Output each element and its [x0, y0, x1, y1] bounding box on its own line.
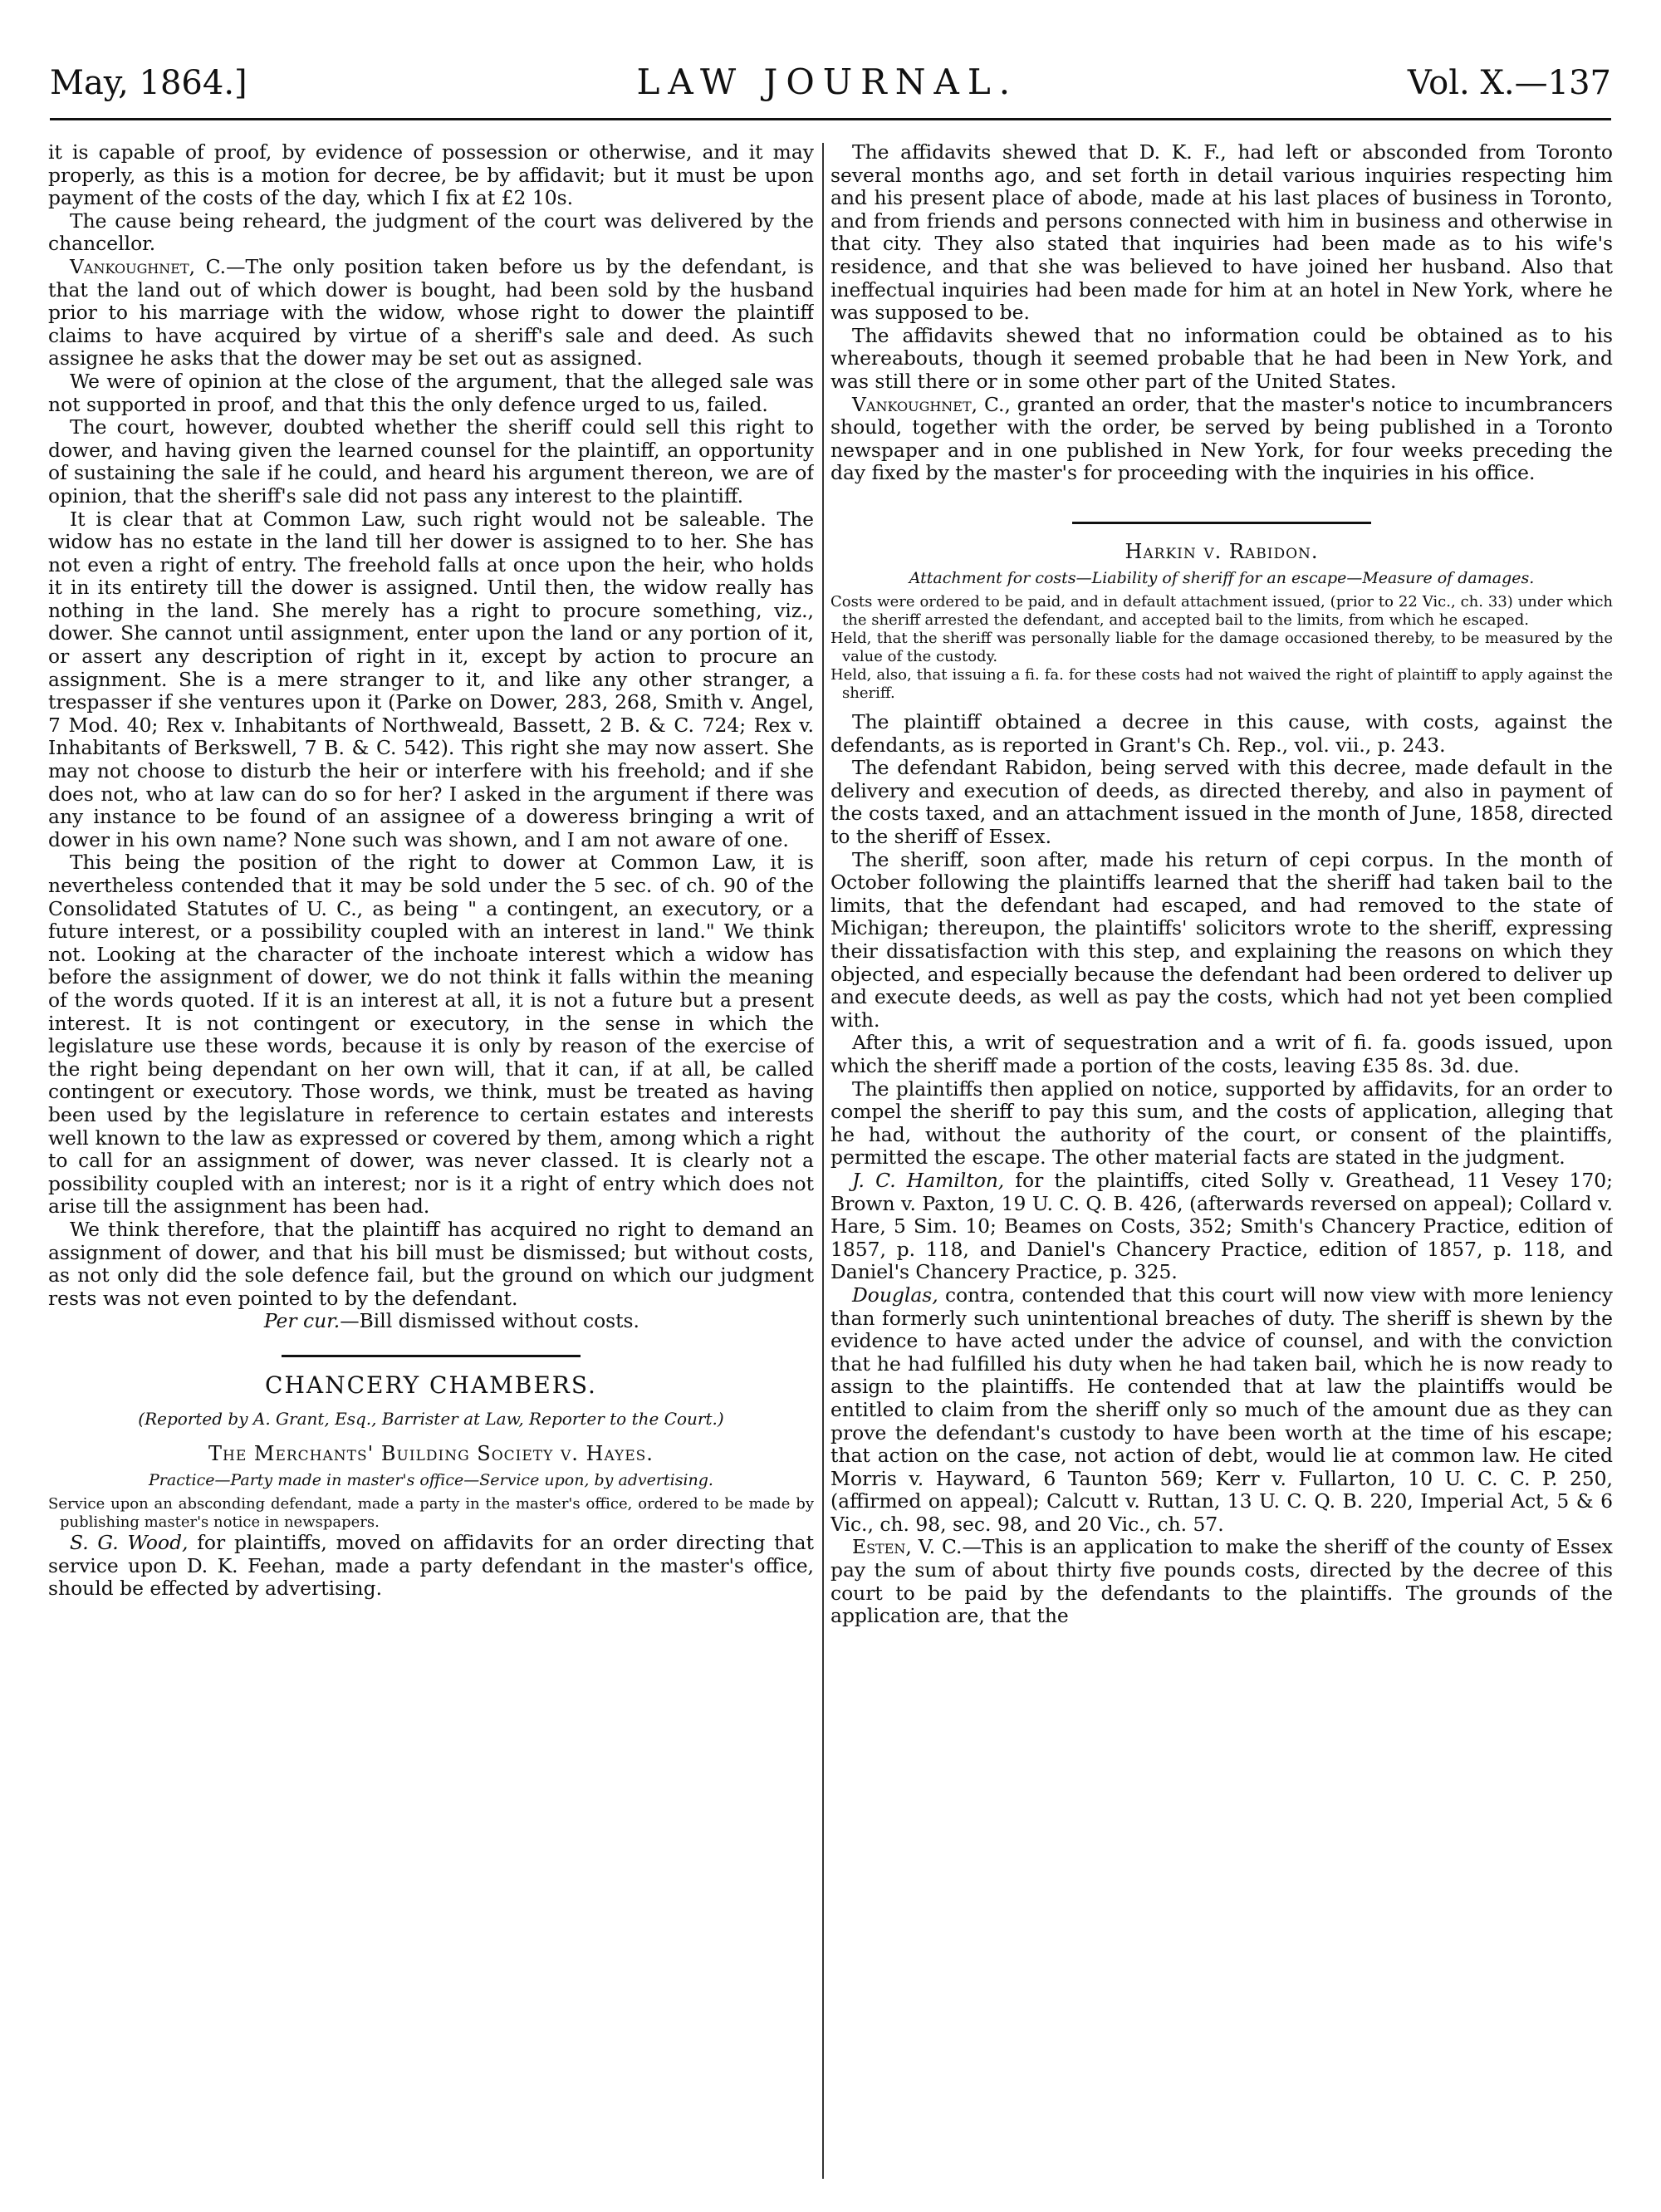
paragraph — [48, 256, 814, 370]
paragraph: The cause being reheard, the judgment of the court was delivered by the chancellor. — [48, 208, 814, 256]
paragraph-text: —The only position taken before us by the defendant, is that the land out of which dower is bought, had been sold by the husband prior to his marriage with the widow, whose right to dower the plaintiff claims to have acquired by virtue of a sheriff's sale and deed. As such assignee he asks that the dower may be set out as assigned. — [48, 254, 814, 370]
paragraph-text: for the plaintiffs, cited Solly v. Greathead, 11 Vesey 170; Brown v. Paxton, 19 U. C. Q. B. 426, (afterwards reversed on appeal); Collard v. Hare, 5 Sim. 10; Beames on Costs, 352; Smith's Chancery Practice, edition of 1857, p. 118, and Daniel's Chancery Practice, edition of 1857, p. 118, and Daniel's Chancery Practice, p. 325. — [830, 1168, 1613, 1284]
paragraph-text: —This is an application to make the sheriff of the county of Essex pay the sum of about thirty five pounds costs, directed by the decree of this court to be paid by the defendants to the plaintiffs. The grounds of the application are, that the — [830, 1535, 1613, 1628]
paragraph — [830, 1536, 1613, 1627]
section-title: CHANCERY CHAMBERS. — [265, 1371, 597, 1399]
paragraph: We think therefore, that the plaintiff has acquired no right to demand an assignment of dower, and that his bill must be dismissed; but without costs, as not only did the sole defence fail, but the ground on which our judgment rests was not even pointed to by the defendant. — [48, 1217, 814, 1310]
paragraph: The plaintiffs then applied on notice, supported by affidavits, for an order to compel the sheriff to pay this sum, and the costs of application, alleging that he had, without the authority of the court, or consent of the plaintiffs, permitted the escape. The other material facts are stated in the judgment. — [830, 1077, 1613, 1170]
volume-page: Vol. X.—137 — [1407, 64, 1611, 102]
paragraph: it is capable of proof, by evidence of possession or otherwise, and it may properly, as this is a motion for decree, be by affidavit; but it must be upon payment of the costs of the day, which I fix at £2 10s. — [48, 141, 814, 210]
paragraph — [830, 394, 1613, 485]
per-cur-label: Per cur. — [263, 1309, 341, 1333]
paragraph: It is clear that at Common Law, such right would not be saleable. The widow has no estate in the land till her dower is assigned to to her. She has not even a right of entry. The freehold falls at once upon the heir, who holds it in its entirety till the dower is assigned. Until then, the widow really has nothing in the land. She merely has a right to procure something, viz., dower. She cannot until assignment, enter upon the land or any portion of it, or assert any description of right in it, except by action to procure an assignment. She is a mere stranger to it, and like any other stranger, a trespasser if she ventures upon it (Parke on Dower, 283, 268, Smith v. Angel, 7 Mod. 40; Rex v. Inhabitants of Northweald, Bassett, 2 B. & C. 724; Rex v. Inhabitants of Berkswell, 7 B. & C. 542). This right she may now assert. She may not choose to disturb the heir or interfere with his freehold; and if she does not, who at law can do so for her? I asked in the argument if there was any instance to be found of an assignee of a doweress bringing a writ of dower in his own name? None such was shown, and I am not aware of one. — [48, 507, 814, 851]
section-rule — [282, 1355, 581, 1357]
left-column — [48, 141, 814, 2187]
headnote: Held, also, that issuing a fi. fa. for these costs had not waived the right of plaintiff to apply against the sheriff. — [830, 666, 1613, 703]
paragraph — [830, 1284, 1613, 1537]
page-header — [50, 61, 1611, 120]
case-subtitle: Practice—Party made in master's office—Service upon, by advertising. — [149, 1470, 713, 1489]
reporter-credit: (Reported by A. Grant, Esq., Barrister at Law, Reporter to the Court.) — [138, 1409, 724, 1430]
case-subtitle: Attachment for costs—Liability of sheriff for an escape—Measure of damages. — [909, 568, 1535, 587]
judge-name: Vankoughnet, C. — [70, 254, 227, 278]
judge-name: Esten, V. C. — [852, 1535, 963, 1559]
paragraph: The affidavits shewed that no information could be obtained as to his whereabouts, though it seemed probable that he had been in New York, and was still there or in some other part of the United States. — [830, 323, 1613, 393]
paragraph-text: contra, contended that this court will now view with more leniency than formerly such unintentional breaches of duty. The sheriff is shewn by the evidence to have acted under the advice of counsel, and with the conviction that he had fulfilled his duty when he had taken bail, which he is now ready to assign to the plaintiffs. He contended that at law the plaintiffs would be entitled to claim from the sheriff only so much of the amount due as they can prove the defendant's custody to have been worth at the time of his escape; that action on the case, not action of debt, would lie at common law. He cited Morris v. Hayward, 6 Taunton 569; Kerr v. Fullarton, 10 U. C. C. P. 250, (affirmed on appeal); Calcutt v. Ruttan, 13 U. C. Q. B. 220, Imperial Act, 5 & 6 Vic., ch. 98, sec. 98, and 20 Vic., ch. 57. — [830, 1283, 1613, 1536]
paragraph: The plaintiff obtained a decree in this cause, with costs, against the defendants, as is reported in Grant's Ch. Rep., vol. vii., p. 243. — [830, 710, 1613, 757]
paragraph: The sheriff, soon after, made his return of cepi corpus. In the month of October following the plaintiffs learned that the sheriff had taken bail to the limits, that the defendant had escaped, and had removed to the state of Michigan; thereupon, the plaintiffs' solicitors wrote to the sheriff, expressing their dissatisfaction with this step, and explaining the reasons on which they objected, and especially because the defendant had been ordered to deliver up and execute deeds, as well as pay the costs, which had not yet been complied with. — [830, 847, 1613, 1032]
counsel-name: Douglas, — [852, 1283, 938, 1307]
right-column — [830, 141, 1613, 2187]
case-title: Harkin v. Rabidon. — [1124, 539, 1319, 563]
counsel-name: S. G. Wood, — [70, 1531, 189, 1555]
paragraph: The affidavits shewed that D. K. F., had left or absconded from Toronto several months ago, and set forth in detail various inquiries respecting him and his present place of abode, made at his last places of business in Toronto, and from friends and persons connected with him in business and otherwise in that city. They also stated that inquiries had been made as to his wife's residence, and that she was believed to have joined her husband. Also that ineffectual inquiries had been made for him at an hotel in New York, where he was supposed to be. — [830, 141, 1613, 325]
headnote: Service upon an absconding defendant, made a party in the master's office, ordered to be made by publishing master's notice in newspapers. — [48, 1495, 814, 1532]
paragraph: The defendant Rabidon, being served with this decree, made default in the delivery and execution of deeds, as directed thereby, and also in payment of the costs taxed, and an attachment issued in the month of June, 1858, directed to the sheriff of Essex. — [830, 756, 1613, 849]
paragraph: This being the position of the right to dower at Common Law, it is nevertheless contended that it may be sold under the 5 sec. of ch. 90 of the Consolidated Statutes of U. C., as being " a contingent, an executory, or a future interest, or a possibility coupled with an interest in land." We think not. Looking at the character of the inchoate interest which a widow has before the assignment of dower, we do not think it falls within the meaning of the words quoted. If it is an interest at all, it is not a future but a present interest. It is not contingent or executory, in the sense in which the legislature use these words, because it is only by reason of the exercise of the right being dependant on her own will, that it can, if at all, be called contingent or executory. Those words, we think, must be treated as having been used by the legislature in reference to certain estates and interests well known to the law as expressed or covered by them, among which a right to call for an assignment of dower, was never classed. It is clearly not a possibility coupled with an interest; nor is it a right of entry which does not arise till the assignment has been had. — [48, 851, 814, 1219]
per-cur-text: —Bill dismissed without costs. — [340, 1309, 639, 1333]
counsel-name: J. C. Hamilton, — [852, 1168, 1005, 1192]
paragraph-text: granted an order, that the master's notice to incumbrancers should, together with the order, be served by being published in a Toronto newspaper and in one published in New York, for four weeks preceding the day fixed by the master's for proceeding with the inquiries in his office. — [830, 392, 1613, 485]
paragraph — [48, 1532, 814, 1601]
headnote: Held, that the sheriff was personally liable for the damage occasioned thereby, to be measured by the value of the custody. — [830, 630, 1613, 666]
per-curiam — [48, 1310, 814, 1333]
paragraph: After this, a writ of sequestration and a writ of fi. fa. goods issued, upon which the sheriff made a portion of the costs, leaving £35 8s. 3d. due. — [830, 1031, 1613, 1077]
column-divider — [822, 143, 824, 2179]
paragraph — [830, 1170, 1613, 1284]
judge-name: Vankoughnet, C., — [852, 392, 1011, 416]
case-title: The Merchants' Building Society v. Hayes. — [208, 1442, 654, 1466]
paragraph-text: for plaintiffs, moved on affidavits for an order directing that service upon D. K. Feehan, made a party defendant in the master's office, should be effected by advertising. — [48, 1531, 814, 1601]
headnote: Costs were ordered to be paid, and in default attachment issued, (prior to 22 Vic., ch. 33) under which the sheriff arrested the defendant, and accepted bail to the limits, from which he escaped. — [830, 593, 1613, 630]
section-rule — [1072, 522, 1371, 524]
paragraph: The court, however, doubted whether the sheriff could sell this right to dower, and having given the learned counsel for the plaintiff, an opportunity of sustaining the sale if he could, and heard his argument thereon, we are of opinion, that the sheriff's sale did not pass any interest to the plaintiff. — [48, 415, 814, 508]
paragraph: We were of opinion at the close of the argument, that the alleged sale was not supported in proof, and that this the only defence urged to us, failed. — [48, 369, 814, 416]
header-date: May, 1864.] — [50, 64, 247, 102]
journal-title: LAW JOURNAL. — [636, 61, 1019, 102]
